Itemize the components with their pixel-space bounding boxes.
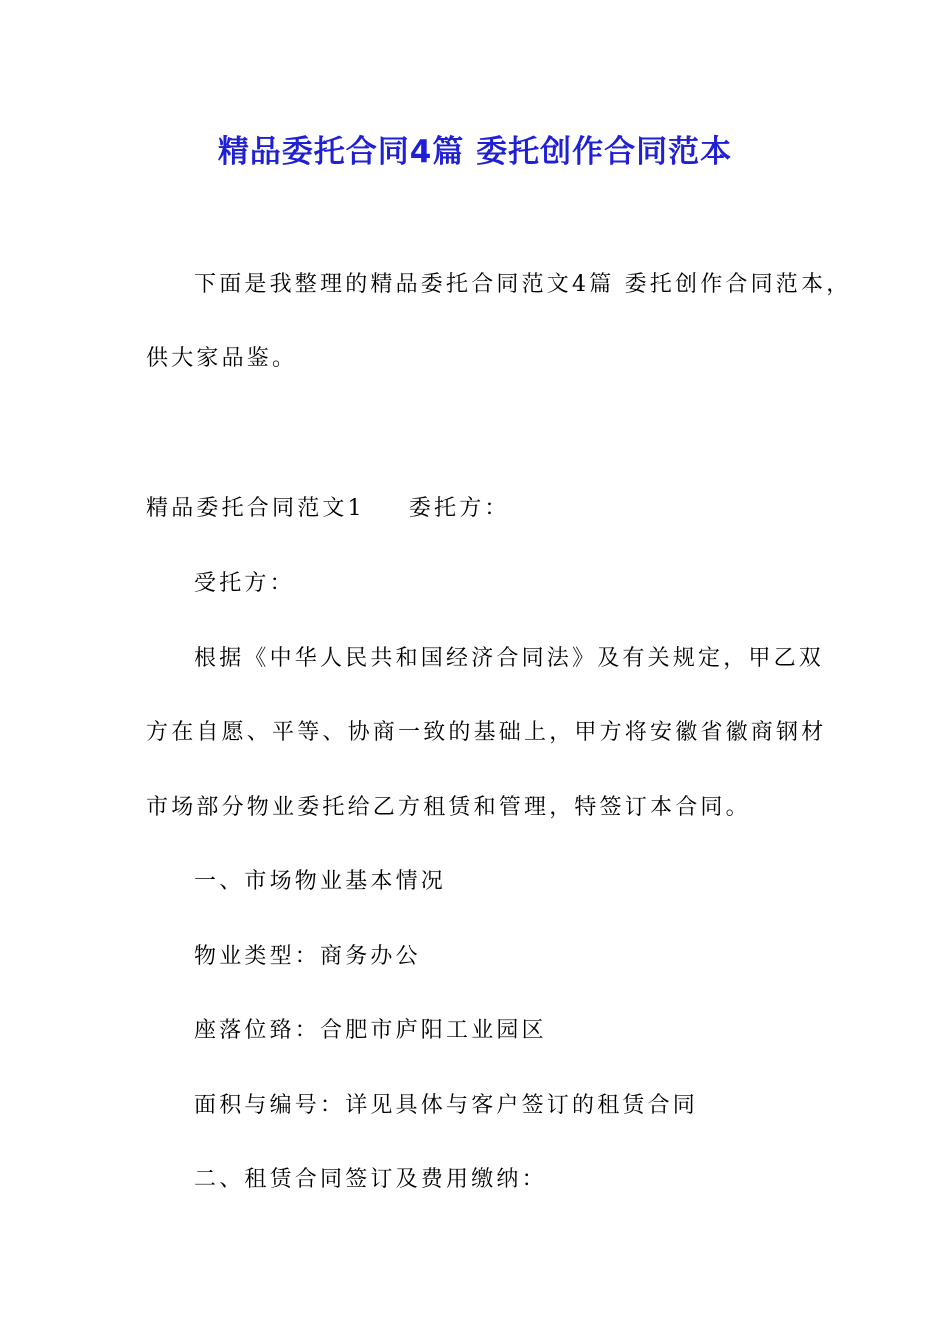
area-and-number: 面积与编号：详见具体与客户签订的租赁合同 (194, 1093, 699, 1118)
property-type: 物业类型：商务办公 (194, 944, 421, 969)
section-heading: 精品委托合同范文1 (146, 496, 365, 521)
intro-line-1: 下面是我整理的精品委托合同范文4篇 委托创作合同范本， (194, 272, 852, 297)
paragraph-line-1: 根据《中华人民共和国经济合同法》及有关规定，甲乙双 (194, 646, 825, 671)
section-heading-line (146, 494, 510, 524)
item-2-heading: 二、租赁合同签订及费用缴纳： (194, 1167, 547, 1192)
paragraph-line-3: 市场部分物业委托给乙方租赁和管理，特签订本合同。 (146, 795, 751, 820)
item-1-heading: 一、市场物业基本情况 (194, 869, 447, 894)
intro-line-2: 供大家品鉴。 (146, 346, 298, 371)
paragraph-line-2: 方在自愿、平等、协商一致的基础上，甲方将安徽省徽商钢材 (146, 720, 827, 745)
property-location: 座落位臵：合肥市庐阳工业园区 (194, 1018, 547, 1043)
agent-label: 受托方： (194, 571, 295, 596)
document-title: 精品委托合同4篇 委托创作合同范本 (217, 134, 733, 170)
principal-label: 委托方： (408, 496, 510, 521)
